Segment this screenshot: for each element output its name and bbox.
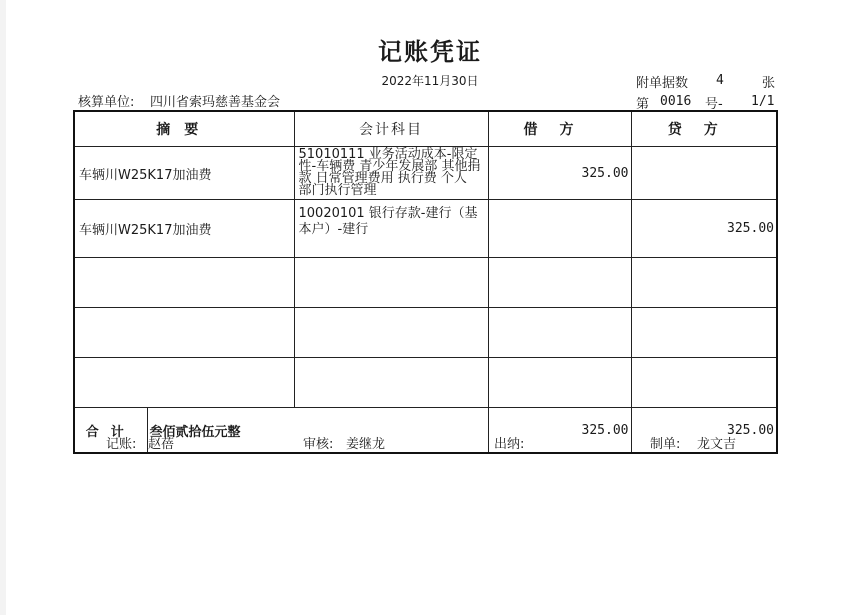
header-credit: 贷方 xyxy=(631,111,777,147)
preparer-name: 龙文吉 xyxy=(697,437,737,452)
unit-name: 四川省索玛慈善基金会 xyxy=(150,95,281,110)
attachments-label: 附单据数 xyxy=(636,76,689,91)
row-credit xyxy=(631,258,777,308)
row-credit xyxy=(631,358,777,408)
total-debit: 325.00 xyxy=(488,408,631,454)
cashier-label: 出纳: xyxy=(494,437,525,452)
row-subject xyxy=(294,308,488,358)
row-summary: 车辆川W25K17加油费 xyxy=(74,200,294,258)
voucher-number: 0016 xyxy=(660,94,692,109)
row-subject xyxy=(294,358,488,408)
reviewer-name: 姜继龙 xyxy=(346,437,386,452)
header-debit: 借方 xyxy=(488,111,631,147)
row-debit xyxy=(488,258,631,308)
row-summary xyxy=(74,308,294,358)
reviewer-label: 审核: xyxy=(303,437,334,452)
row-credit xyxy=(631,147,777,200)
row-summary: 车辆川W25K17加油费 xyxy=(74,147,294,200)
entry-row xyxy=(74,308,777,358)
row-credit: 325.00 xyxy=(631,200,777,258)
row-debit xyxy=(488,358,631,408)
scan-edge xyxy=(0,0,6,615)
attachments-count: 4 xyxy=(716,73,724,88)
voucher-title: 记账凭证 xyxy=(378,38,482,66)
header-subject: 会计科目 xyxy=(294,111,488,147)
row-debit xyxy=(488,308,631,358)
unit-label: 核算单位: xyxy=(78,95,135,110)
row-subject xyxy=(294,258,488,308)
entry-row xyxy=(74,147,777,200)
row-debit xyxy=(488,200,631,258)
voucher-number-prefix: 第 xyxy=(636,97,650,112)
total-label: 合计 xyxy=(74,408,147,454)
voucher-date: 2022年11月30日 xyxy=(381,74,479,88)
voucher-number-suffix: 号- xyxy=(705,97,723,112)
row-summary xyxy=(74,358,294,408)
entry-row xyxy=(74,358,777,408)
bookkeeper-name: 赵蓓 xyxy=(148,437,175,452)
entry-row xyxy=(74,200,777,258)
total-credit: 325.00 xyxy=(631,408,777,454)
attachments-unit: 张 xyxy=(762,76,776,91)
row-summary xyxy=(74,258,294,308)
preparer-label: 制单: xyxy=(650,437,681,452)
row-credit xyxy=(631,308,777,358)
entry-row xyxy=(74,258,777,308)
row-subject: 10020101 银行存款-建行（基本户）-建行 xyxy=(294,200,488,258)
total-amount-words: 叁佰贰拾伍元整 xyxy=(147,408,488,454)
bookkeeper-label: 记账: xyxy=(106,437,137,452)
header-row xyxy=(74,111,777,147)
row-subject: 51010111 业务活动成本-限定性-车辆费 青少年发展部 其他捐款 日常管理费用 执行费 个人 部门执行管理 xyxy=(294,147,488,200)
header-summary: 摘要 xyxy=(74,111,294,147)
voucher-table xyxy=(73,110,778,454)
row-debit: 325.00 xyxy=(488,147,631,200)
voucher-page: 1/1 xyxy=(751,94,775,109)
